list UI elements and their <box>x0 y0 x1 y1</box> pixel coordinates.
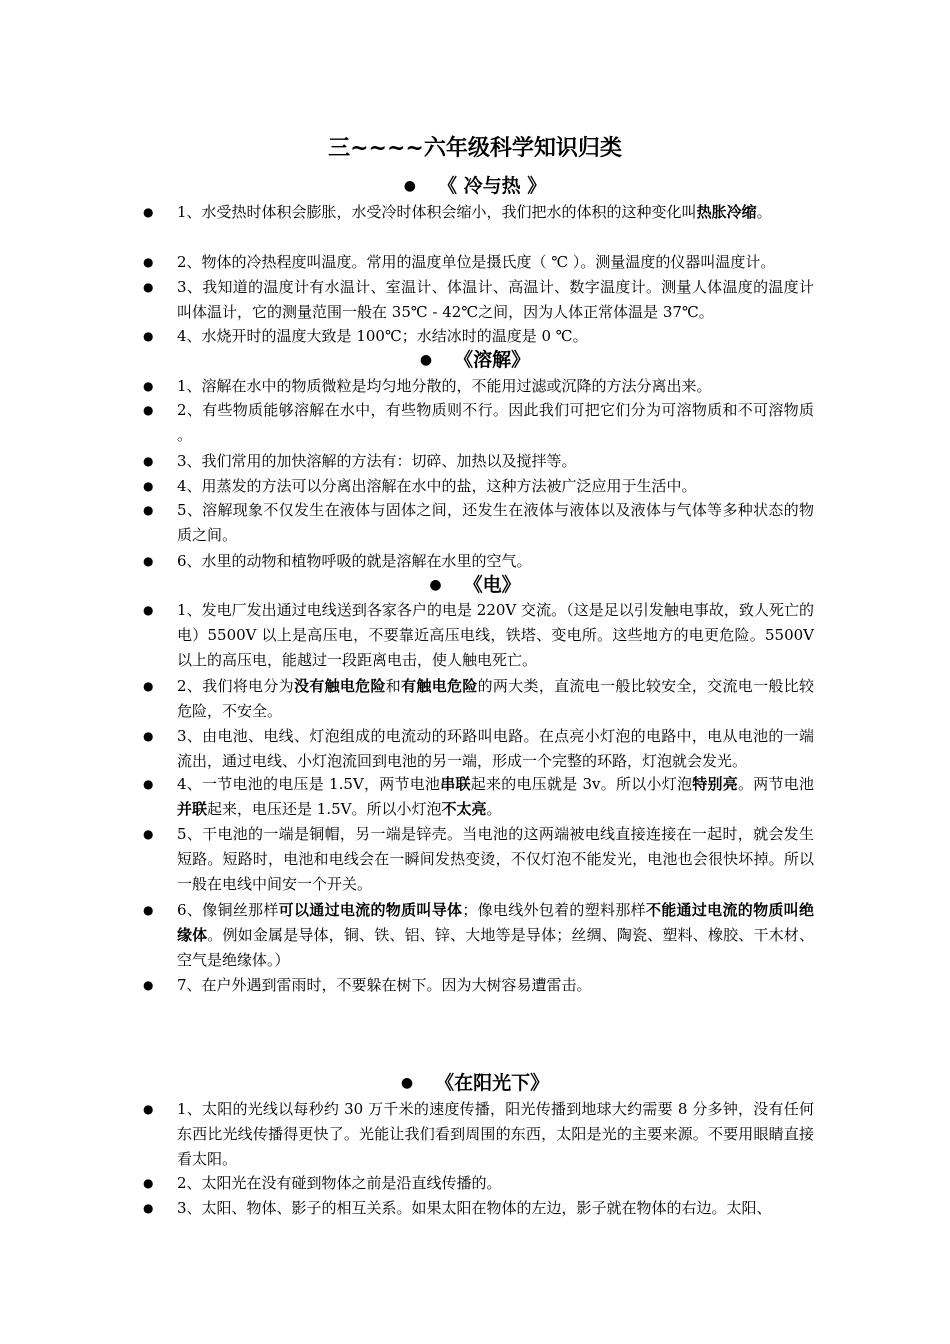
bullet-icon: ● <box>143 903 154 917</box>
body-text: 2、有些物质能够溶解在水中，有些物质则不行。因此我们可把它们分为可溶物质和不可溶物质 。 <box>177 401 814 444</box>
list-item-text <box>177 200 814 225</box>
bullet-icon: ● <box>143 603 154 617</box>
bullet-icon: ● <box>143 978 154 992</box>
emphasis-text: 不能通过电流的物质叫绝缘体 <box>177 901 814 944</box>
section-heading-text: 《电》 <box>463 574 521 596</box>
bullet-icon: ● <box>143 679 154 693</box>
body-text: 。例如金属是导体，铜、铁、铝、锌、大地等是导体；丝绸、陶瓷、塑料、橡胶、干木材、空气是绝缘体。） <box>177 926 814 969</box>
body-text: 3、由电池、电线、灯泡组成的电流动的环路叫电路。在点亮小灯泡的电路中，电从电池的一端流出，通过电线、小灯泡流回到电池的另一端，形成一个完整的环路，灯泡就会发光。 <box>177 727 814 770</box>
section-heading <box>0 173 950 199</box>
emphasis-text: 热胀冷缩 <box>696 203 757 221</box>
body-text: 5、干电池的一端是铜帽，另一端是锌壳。当电池的这两端被电线直接连接在一起时，就会发生短路。短路时，电池和电线会在一瞬间发热变烫，不仅灯泡不能发光，电池也会很快坏掉。所以一般在电线中间安一个开关。 <box>177 825 814 893</box>
body-text: 1、发电厂发出通过电线送到各家各户的电是 220V 交流。（这是足以引发触电事故，致人死亡的电）5500V 以上是高压电，不要靠近高压电线，铁塔、变电所。这些地方的电更危险。5500V 以上的高压电，能越过一段距离电击，使人触电死亡。 <box>177 601 814 669</box>
body-text: 。 <box>486 800 502 818</box>
list-item-text <box>177 498 814 548</box>
list-item-text <box>177 674 814 724</box>
body-text: 6、水里的动物和植物呼吸的就是溶解在水里的空气。 <box>177 552 532 570</box>
bullet-icon: ● <box>143 1102 154 1116</box>
body-text: 4、水烧开时的温度大致是 100℃；水结冰时的温度是 0 ℃。 <box>177 327 588 345</box>
body-text: 3、太阳、物体、影子的相互关系。如果太阳在物体的左边，影子就在物体的右边。太阳、 <box>177 1199 772 1217</box>
bullet-icon: ● <box>143 280 154 294</box>
body-text: 3、我知道的温度计有水温计、室温计、体温计、高温计、数字温度计。测量人体温度的温度计叫体温计，它的测量范围一般在 35℃ - 42℃之间，因为人体正常体温是 37℃。 <box>177 278 814 321</box>
body-text: 。两节电池 <box>737 775 814 793</box>
emphasis-text: 特别亮 <box>692 775 738 793</box>
bullet-icon: ● <box>143 827 154 841</box>
body-text: ；像电线外包着的塑料那样 <box>462 901 646 919</box>
body-text: 5、溶解现象不仅发生在液体与固体之间，还发生在液体与液体以及液体与气体等多种状态的物质之间。 <box>177 501 814 544</box>
body-text: 起来，电压还是 1.5V。所以小灯泡 <box>207 800 442 818</box>
body-text: 3、我们常用的加快溶解的方法有：切碎、加热以及搅拌等。 <box>177 452 577 470</box>
list-item-text <box>177 549 814 574</box>
bullet-icon: ● <box>143 479 154 493</box>
list-item-text <box>177 250 814 275</box>
body-text: 4、用蒸发的方法可以分离出溶解在水中的盐，这种方法被广泛应用于生活中。 <box>177 477 697 495</box>
list-item-text <box>177 1171 814 1196</box>
bullet-icon: ● <box>143 205 154 219</box>
section-heading <box>0 1070 950 1096</box>
list-item-text <box>177 772 814 822</box>
section-heading-text: 《 冷与热 》 <box>437 175 547 197</box>
bullet-icon: ● <box>400 1075 414 1091</box>
body-text: 7、在户外遇到雷雨时，不要躲在树下。因为大树容易遭雷击。 <box>177 976 592 994</box>
bullet-icon: ● <box>143 554 154 568</box>
bullet-icon: ● <box>143 729 154 743</box>
body-text: 2、太阳光在没有碰到物体之前是沿直线传播的。 <box>177 1174 502 1192</box>
body-text: 2、我们将电分为 <box>177 677 294 695</box>
list-item-text <box>177 724 814 774</box>
body-text: 1、溶解在水中的物质微粒是均匀地分散的，不能用过滤或沉降的方法分离出来。 <box>177 377 712 395</box>
body-text: 。 <box>756 203 772 221</box>
emphasis-text: 并联 <box>177 800 208 818</box>
emphasis-text: 有触电危险 <box>401 677 478 695</box>
body-text: 1、太阳的光线以每秒约 30 万千米的速度传播，阳光传播到地球大约需要 8 分多钟，没有任何东西比光线传播得更快了。光能让我们看到周围的东西，太阳是光的主要来源。不要用眼睛直接看太阳。 <box>177 1100 814 1168</box>
bullet-icon: ● <box>403 178 416 194</box>
body-text: 的两大类，直流电一般比较安全，交流电一般比较危险，不安全。 <box>177 677 814 720</box>
emphasis-text: 可以通过电流的物质叫导体 <box>278 901 463 919</box>
bullet-icon: ● <box>419 352 433 368</box>
list-item-text <box>177 1196 814 1221</box>
list-item-text <box>177 822 814 897</box>
bullet-icon: ● <box>143 503 154 517</box>
body-text: 起来的电压就是 3v。所以小灯泡 <box>470 775 693 793</box>
list-item-text <box>177 324 814 349</box>
body-text: 4、一节电池的电压是 1.5V，两节电池 <box>177 775 441 793</box>
body-text: 1、水受热时体积会膨胀，水受冷时体积会缩小，我们把水的体积的这种变化叫 <box>177 203 697 221</box>
section-heading <box>0 572 950 598</box>
body-text: 2、物体的冷热程度叫温度。常用的温度单位是摄氏度（ ℃ ）。测量温度的仪器叫温度计。 <box>177 253 776 271</box>
list-item-text <box>177 374 814 399</box>
emphasis-text: 没有触电危险 <box>293 677 386 695</box>
section-heading-text: 《溶解》 <box>454 349 531 371</box>
list-item-text <box>177 1097 814 1172</box>
section-heading <box>0 347 950 373</box>
list-item-text <box>177 474 814 499</box>
list-item-text <box>177 598 814 673</box>
emphasis-text: 串联 <box>440 775 471 793</box>
bullet-icon: ● <box>143 1176 154 1190</box>
bullet-icon: ● <box>143 255 154 269</box>
bullet-icon: ● <box>429 577 442 593</box>
bullet-icon: ● <box>143 329 154 343</box>
section-heading-text: 《在阳光下》 <box>435 1072 550 1094</box>
emphasis-text: 不太亮 <box>441 800 487 818</box>
document-title: 三~~~~六年级科学知识归类 <box>328 135 622 161</box>
bullet-icon: ● <box>143 777 154 791</box>
body-text: 6、像铜丝那样 <box>177 901 279 919</box>
bullet-icon: ● <box>143 379 154 393</box>
bullet-icon: ● <box>143 403 154 417</box>
list-item-text <box>177 898 814 973</box>
body-text: 和 <box>385 677 402 695</box>
list-item-text <box>177 275 814 325</box>
bullet-icon: ● <box>143 1201 154 1215</box>
list-item-text <box>177 973 814 998</box>
list-item-text <box>177 398 814 448</box>
bullet-icon: ● <box>143 454 154 468</box>
list-item-text <box>177 449 814 474</box>
